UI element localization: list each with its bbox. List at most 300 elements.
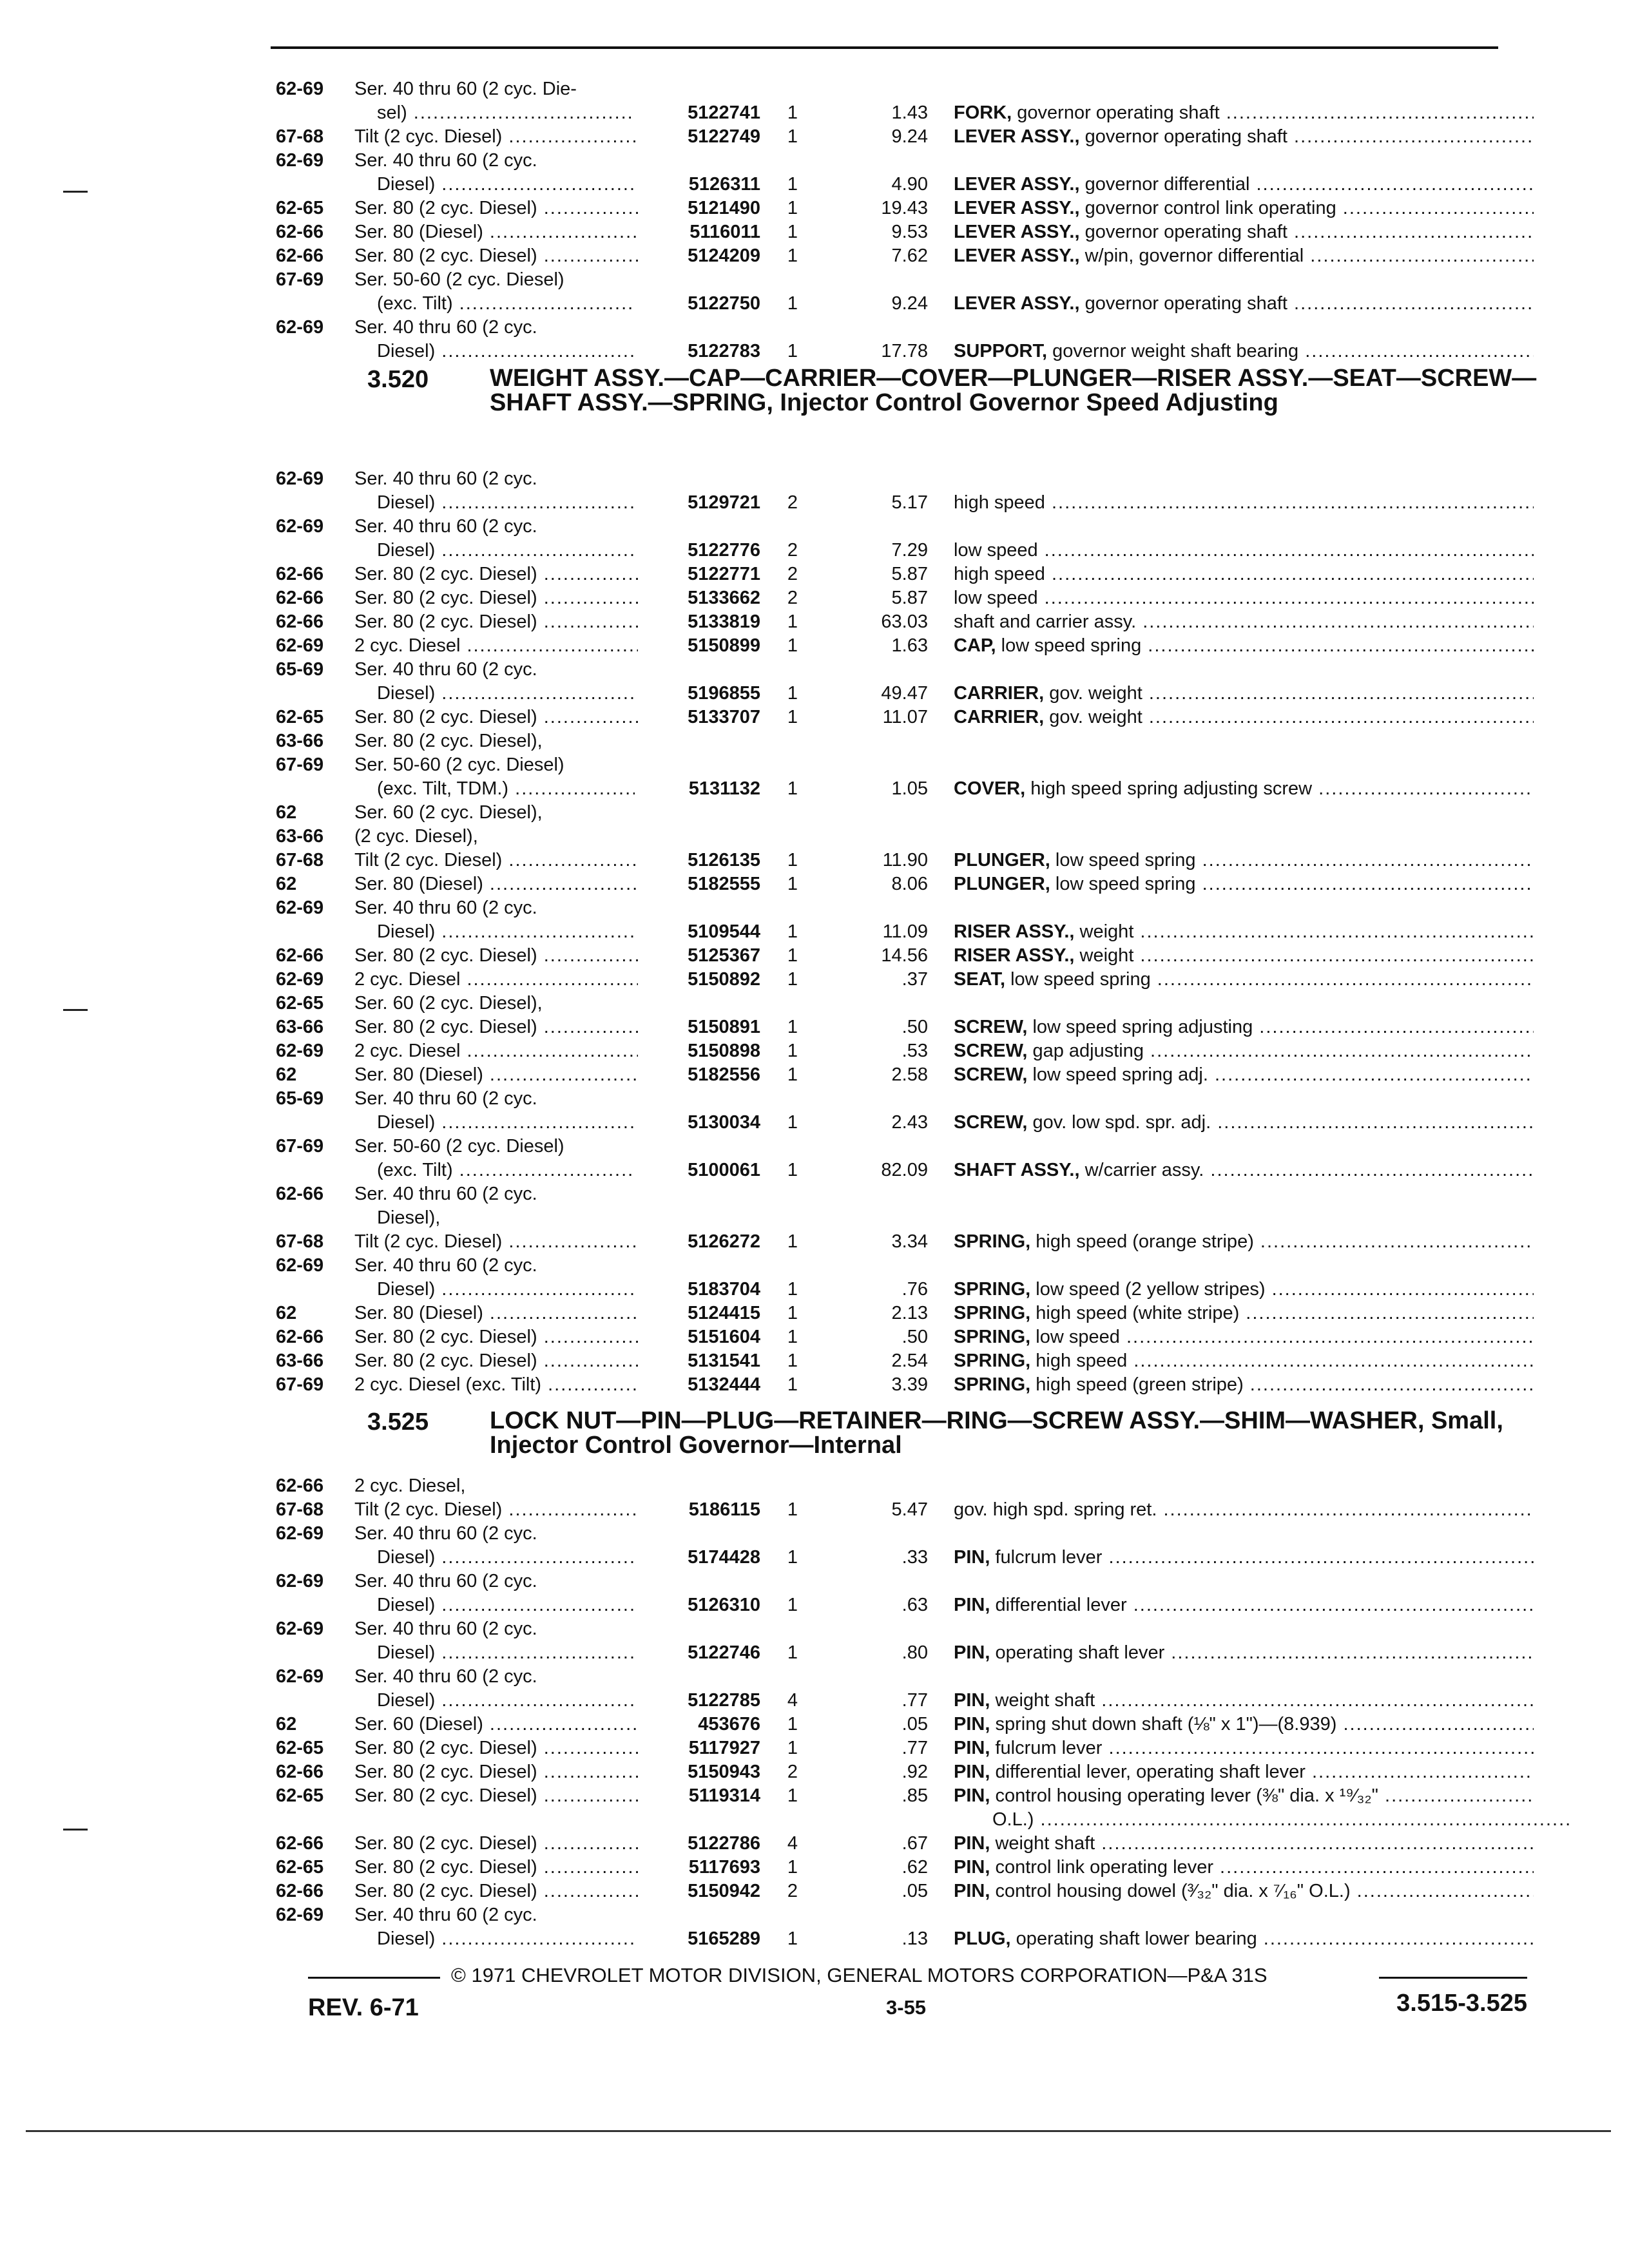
footer-copyright: © 1971 CHEVROLET MOTOR DIVISION, GENERAL MOTORS CORPORATION—P&A 31S bbox=[451, 1964, 1268, 1986]
model-years: 62-69 bbox=[276, 79, 324, 99]
table-row bbox=[271, 1878, 1547, 1904]
model-years: 67-68 bbox=[276, 1231, 324, 1252]
application-description: Diesel) ..... bbox=[377, 680, 635, 706]
table-row bbox=[271, 1640, 1547, 1666]
item-description bbox=[954, 561, 1534, 587]
application-description: Ser. 40 thru 60 (2 cyc. bbox=[354, 1905, 537, 1925]
quantity: 1 bbox=[787, 921, 798, 942]
item-detail: operating shaft lever bbox=[990, 1642, 1165, 1663]
table-row bbox=[271, 561, 1547, 587]
item-detail: weight shaft bbox=[990, 1690, 1095, 1711]
price: 2.43 bbox=[891, 1112, 928, 1133]
table-row bbox=[271, 585, 1547, 611]
price: .13 bbox=[901, 1928, 928, 1949]
item-description bbox=[954, 1544, 1534, 1570]
item-description bbox=[954, 943, 1534, 968]
item-detail: governor control link operating bbox=[1079, 198, 1336, 218]
application-description: Diesel) ..... bbox=[377, 490, 635, 515]
price: 17.78 bbox=[881, 341, 928, 361]
quantity: 1 bbox=[787, 778, 798, 799]
item-name: SCREW, bbox=[954, 1112, 1028, 1133]
footer-rule-right bbox=[1379, 1977, 1527, 1979]
quantity: 1 bbox=[787, 611, 798, 632]
quantity: 1 bbox=[787, 222, 798, 242]
section-number: 3.525 bbox=[367, 1408, 429, 1436]
price: 2.13 bbox=[891, 1303, 928, 1323]
item-detail: high speed (orange stripe) bbox=[1030, 1231, 1254, 1252]
part-number: 5150892 bbox=[688, 969, 760, 990]
part-number: 5165289 bbox=[688, 1928, 760, 1949]
price: 8.06 bbox=[891, 874, 928, 894]
price: 63.03 bbox=[881, 611, 928, 632]
margin-mark bbox=[63, 191, 88, 193]
application-description: Ser. 40 thru 60 (2 cyc. bbox=[354, 1184, 537, 1204]
item-detail: shaft and carrier assy. bbox=[954, 611, 1137, 632]
table-row bbox=[271, 823, 1547, 849]
table-row bbox=[271, 1348, 1547, 1374]
item-name: PIN, bbox=[954, 1642, 990, 1663]
model-years: 62-66 bbox=[276, 945, 324, 966]
application-description: Ser. 80 (2 cyc. Diesel) ..... bbox=[354, 243, 638, 269]
application-description: Ser. 80 (2 cyc. Diesel) ..... bbox=[354, 1324, 638, 1350]
table-row bbox=[271, 633, 1547, 658]
table-row bbox=[271, 124, 1547, 149]
item-name: CARRIER, bbox=[954, 707, 1045, 727]
model-years: 67-69 bbox=[276, 1136, 324, 1157]
item-description bbox=[954, 1783, 1534, 1809]
item-description bbox=[954, 633, 1534, 658]
model-years: 62-69 bbox=[276, 150, 324, 171]
item-description bbox=[954, 1372, 1534, 1398]
item-detail: low speed bbox=[1030, 1327, 1120, 1347]
model-years: 62-66 bbox=[276, 245, 324, 266]
footer-revision: REV. 6-71 bbox=[308, 1994, 419, 2021]
quantity: 4 bbox=[787, 1690, 798, 1711]
item-name: LEVER ASSY., bbox=[954, 245, 1080, 266]
part-number: 5116011 bbox=[689, 222, 760, 242]
part-number: 5122786 bbox=[688, 1833, 760, 1854]
price: 5.87 bbox=[891, 564, 928, 584]
model-years: 63-66 bbox=[276, 826, 324, 847]
item-name: SPRING, bbox=[954, 1374, 1031, 1395]
item-detail: low speed spring bbox=[1050, 850, 1196, 870]
item-detail: low speed spring adj. bbox=[1027, 1064, 1208, 1085]
item-name: RISER ASSY., bbox=[954, 945, 1075, 966]
part-number: 5124209 bbox=[688, 245, 760, 266]
item-description bbox=[954, 100, 1534, 126]
footer-rule-left bbox=[308, 1977, 440, 1979]
application-description: Tilt (2 cyc. Diesel) ..... bbox=[354, 124, 638, 149]
quantity: 1 bbox=[787, 198, 798, 218]
part-number: 5122741 bbox=[688, 102, 760, 123]
item-name: PLUNGER, bbox=[954, 850, 1050, 870]
item-description bbox=[954, 1497, 1534, 1523]
price: .63 bbox=[901, 1595, 928, 1615]
quantity: 1 bbox=[787, 1547, 798, 1568]
item-detail: fulcrum lever bbox=[990, 1547, 1103, 1568]
table-row bbox=[271, 243, 1547, 269]
price: .67 bbox=[901, 1833, 928, 1854]
quantity: 1 bbox=[787, 1595, 798, 1615]
application-description: Ser. 80 (Diesel) ..... bbox=[354, 1062, 638, 1088]
item-name: CAP, bbox=[954, 635, 996, 656]
table-row bbox=[271, 752, 1547, 778]
item-name: PIN, bbox=[954, 1595, 990, 1615]
item-name: CARRIER, bbox=[954, 683, 1045, 704]
price: 11.09 bbox=[882, 921, 928, 942]
price: .37 bbox=[901, 969, 928, 990]
price: .05 bbox=[901, 1714, 928, 1735]
item-name: LEVER ASSY., bbox=[954, 198, 1080, 218]
table-row bbox=[271, 919, 1547, 945]
table-row bbox=[271, 466, 1547, 492]
model-years: 62-69 bbox=[276, 1571, 324, 1591]
item-detail: low speed spring bbox=[996, 635, 1142, 656]
part-number: 5121490 bbox=[688, 198, 760, 218]
application-description: Diesel) ..... bbox=[377, 1926, 635, 1952]
model-years: 62-66 bbox=[276, 564, 324, 584]
price: 11.07 bbox=[882, 707, 928, 727]
table-row bbox=[271, 1086, 1547, 1111]
model-years: 67-68 bbox=[276, 850, 324, 870]
item-description bbox=[954, 871, 1534, 897]
item-detail: control housing operating lever (⅜" dia. x ¹⁹⁄₃₂" bbox=[990, 1785, 1378, 1806]
application-description: Diesel) ..... bbox=[377, 1687, 635, 1713]
part-number: 5126272 bbox=[688, 1231, 760, 1252]
item-name: PIN, bbox=[954, 1881, 990, 1901]
table-row bbox=[271, 609, 1547, 635]
part-number: 5126310 bbox=[688, 1595, 760, 1615]
quantity: 1 bbox=[787, 1499, 798, 1520]
item-description bbox=[954, 1926, 1534, 1952]
item-detail: spring shut down shaft (⅛" x 1")—(8.939) bbox=[990, 1714, 1337, 1735]
item-name: PIN, bbox=[954, 1547, 990, 1568]
application-description: Ser. 40 thru 60 (2 cyc. bbox=[354, 468, 537, 489]
model-years: 62-66 bbox=[276, 222, 324, 242]
table-row bbox=[271, 1831, 1547, 1856]
item-description bbox=[954, 171, 1534, 197]
table-row bbox=[271, 338, 1547, 364]
quantity: 2 bbox=[787, 564, 798, 584]
part-number: 5122771 bbox=[688, 564, 760, 584]
quantity: 1 bbox=[787, 102, 798, 123]
table-row bbox=[271, 990, 1547, 1016]
section-number: 3.520 bbox=[367, 366, 429, 393]
item-description bbox=[954, 966, 1534, 992]
item-detail: differential lever, operating shaft lever bbox=[990, 1762, 1306, 1782]
application-description: Ser. 50-60 (2 cyc. Diesel) bbox=[354, 1136, 564, 1157]
part-number: 5150898 bbox=[688, 1041, 760, 1061]
item-description bbox=[992, 1807, 1572, 1832]
table-row bbox=[271, 966, 1547, 992]
item-detail: high speed (white stripe) bbox=[1030, 1303, 1240, 1323]
model-years: 62-69 bbox=[276, 468, 324, 489]
item-description bbox=[954, 124, 1534, 149]
item-description bbox=[954, 1014, 1534, 1040]
application-description: Ser. 40 thru 60 (2 cyc. bbox=[354, 1571, 537, 1591]
item-name: PIN, bbox=[954, 1785, 990, 1806]
item-name: SCREW, bbox=[954, 1017, 1028, 1037]
application-description: Ser. 40 thru 60 (2 cyc. bbox=[354, 659, 537, 680]
price: 1.43 bbox=[891, 102, 928, 123]
item-name: PLUG, bbox=[954, 1928, 1011, 1949]
item-name: PLUNGER, bbox=[954, 874, 1050, 894]
item-detail: gap adjusting bbox=[1027, 1041, 1144, 1061]
item-detail: high speed bbox=[1030, 1350, 1128, 1371]
item-detail: governor operating shaft bbox=[1079, 126, 1287, 147]
quantity: 1 bbox=[787, 1279, 798, 1300]
item-detail: high speed (green stripe) bbox=[1030, 1374, 1244, 1395]
price: 4.90 bbox=[891, 174, 928, 195]
model-years: 62-69 bbox=[276, 635, 324, 656]
part-number: 5122750 bbox=[688, 293, 760, 314]
table-row bbox=[271, 76, 1547, 102]
item-detail: fulcrum lever bbox=[990, 1738, 1103, 1758]
model-years: 62-65 bbox=[276, 707, 324, 727]
table-row bbox=[271, 1372, 1547, 1398]
part-number: 5126135 bbox=[688, 850, 760, 870]
price: .77 bbox=[901, 1690, 928, 1711]
price: .76 bbox=[901, 1279, 928, 1300]
item-detail: gov. high spd. spring ret. bbox=[954, 1499, 1157, 1520]
part-number: 5126311 bbox=[688, 174, 760, 195]
section-title: LOCK NUT—PIN—PLUG—RETAINER—RING—SCREW ASSY.—SHIM—WASHER, Small, Injector Control Governor—Internal bbox=[490, 1407, 1503, 1459]
application-description: Diesel) ..... bbox=[377, 338, 635, 364]
item-detail: high speed bbox=[954, 564, 1045, 584]
model-years: 62-69 bbox=[276, 898, 324, 918]
table-row bbox=[271, 895, 1547, 921]
item-name: SHAFT ASSY., bbox=[954, 1160, 1080, 1180]
item-description bbox=[954, 219, 1534, 245]
application-description: 2 cyc. Diesel ..... bbox=[354, 633, 638, 658]
item-detail: governor weight shaft bearing bbox=[1047, 341, 1299, 361]
item-description bbox=[954, 1324, 1534, 1350]
part-number: 5150891 bbox=[688, 1017, 760, 1037]
model-years: 62-66 bbox=[276, 611, 324, 632]
quantity: 1 bbox=[787, 1928, 798, 1949]
item-detail: governor operating shaft bbox=[1079, 222, 1287, 242]
application-description: Ser. 80 (2 cyc. Diesel) ..... bbox=[354, 704, 638, 730]
price: 14.56 bbox=[881, 945, 928, 966]
item-detail: low speed spring adjusting bbox=[1027, 1017, 1253, 1037]
quantity: 1 bbox=[787, 1303, 798, 1323]
table-row bbox=[271, 847, 1547, 873]
part-number: 5130034 bbox=[688, 1112, 760, 1133]
item-detail: control link operating lever bbox=[990, 1857, 1213, 1878]
model-years: 62-65 bbox=[276, 993, 324, 1014]
model-years: 62-66 bbox=[276, 588, 324, 608]
application-description: Tilt (2 cyc. Diesel) ..... bbox=[354, 1229, 638, 1254]
table-row bbox=[271, 171, 1547, 197]
item-description bbox=[954, 704, 1534, 730]
quantity: 1 bbox=[787, 341, 798, 361]
model-years: 62-69 bbox=[276, 317, 324, 338]
model-years: 62 bbox=[276, 1064, 297, 1085]
price: 3.39 bbox=[891, 1374, 928, 1395]
quantity: 2 bbox=[787, 492, 798, 513]
item-description bbox=[954, 291, 1534, 316]
table-row bbox=[271, 1157, 1547, 1183]
table-row bbox=[271, 871, 1547, 897]
price: 7.29 bbox=[891, 540, 928, 561]
item-name: LEVER ASSY., bbox=[954, 293, 1080, 314]
model-years: 62-65 bbox=[276, 198, 324, 218]
quantity: 1 bbox=[787, 245, 798, 266]
model-years: 62-66 bbox=[276, 1184, 324, 1204]
price: 49.47 bbox=[881, 683, 928, 704]
application-description: Diesel) ..... bbox=[377, 1544, 635, 1570]
model-years: 62-66 bbox=[276, 1327, 324, 1347]
model-years: 62 bbox=[276, 1714, 297, 1735]
model-years: 62 bbox=[276, 1303, 297, 1323]
table-row bbox=[271, 1038, 1547, 1064]
model-years: 67-68 bbox=[276, 1499, 324, 1520]
item-detail: weight bbox=[1074, 945, 1134, 966]
item-detail: low speed spring bbox=[1050, 874, 1196, 894]
model-years: 62 bbox=[276, 802, 297, 823]
application-description: Ser. 40 thru 60 (2 cyc. bbox=[354, 1088, 537, 1109]
item-description bbox=[954, 1300, 1534, 1326]
item-detail: low speed bbox=[954, 588, 1038, 608]
price: .62 bbox=[901, 1857, 928, 1878]
price: .33 bbox=[901, 1547, 928, 1568]
price: .05 bbox=[901, 1881, 928, 1901]
application-description: Diesel) ..... bbox=[377, 171, 635, 197]
part-number: 5150943 bbox=[688, 1762, 760, 1782]
application-description: (exc. Tilt) ..... bbox=[377, 291, 635, 316]
application-description: Ser. 40 thru 60 (2 cyc. bbox=[354, 317, 537, 338]
application-description: Ser. 80 (2 cyc. Diesel) ..... bbox=[354, 609, 638, 635]
table-row bbox=[271, 1062, 1547, 1088]
table-row bbox=[271, 148, 1547, 173]
model-years: 62-69 bbox=[276, 516, 324, 537]
model-years: 63-66 bbox=[276, 1017, 324, 1037]
application-description: (exc. Tilt, TDM.) ..... bbox=[377, 776, 635, 802]
item-description bbox=[954, 609, 1534, 635]
part-number: 5150899 bbox=[688, 635, 760, 656]
application-description: Diesel) ..... bbox=[377, 1110, 635, 1135]
table-row bbox=[271, 1014, 1547, 1040]
table-row bbox=[271, 100, 1547, 126]
quantity: 1 bbox=[787, 1714, 798, 1735]
quantity: 2 bbox=[787, 1881, 798, 1901]
item-description bbox=[954, 1592, 1534, 1618]
quantity: 1 bbox=[787, 1374, 798, 1395]
price: 19.43 bbox=[881, 198, 928, 218]
application-description: Ser. 40 thru 60 (2 cyc. bbox=[354, 1666, 537, 1687]
model-years: 65-69 bbox=[276, 1088, 324, 1109]
table-row bbox=[271, 1735, 1547, 1761]
item-description bbox=[954, 195, 1534, 221]
application-description: Ser. 40 thru 60 (2 cyc. Die- bbox=[354, 79, 577, 99]
table-row bbox=[271, 1783, 1547, 1809]
price: 9.24 bbox=[891, 293, 928, 314]
part-number: 5133707 bbox=[688, 707, 760, 727]
application-description: (exc. Tilt) ..... bbox=[377, 1157, 635, 1183]
table-row bbox=[271, 1664, 1547, 1689]
table-row bbox=[271, 1110, 1547, 1135]
quantity: 1 bbox=[787, 293, 798, 314]
item-detail: gov. weight bbox=[1044, 683, 1142, 704]
price: 5.17 bbox=[891, 492, 928, 513]
quantity: 1 bbox=[787, 1350, 798, 1371]
item-description bbox=[954, 1711, 1534, 1737]
table-row bbox=[271, 1711, 1547, 1737]
application-description: Ser. 80 (2 cyc. Diesel) ..... bbox=[354, 1735, 638, 1761]
table-row bbox=[271, 1497, 1547, 1523]
model-years: 62-65 bbox=[276, 1857, 324, 1878]
quantity: 1 bbox=[787, 874, 798, 894]
quantity: 1 bbox=[787, 683, 798, 704]
table-row bbox=[271, 1592, 1547, 1618]
quantity: 4 bbox=[787, 1833, 798, 1854]
price: 9.53 bbox=[891, 222, 928, 242]
item-detail: low speed bbox=[954, 540, 1038, 561]
quantity: 2 bbox=[787, 588, 798, 608]
table-row bbox=[271, 1807, 1547, 1832]
application-description: 2 cyc. Diesel ..... bbox=[354, 966, 638, 992]
model-years: 67-68 bbox=[276, 126, 324, 147]
item-description bbox=[954, 847, 1534, 873]
item-detail: weight shaft bbox=[990, 1833, 1095, 1854]
item-detail: low speed spring bbox=[1005, 969, 1151, 990]
application-description: sel) ..... bbox=[377, 100, 635, 126]
model-years: 62-66 bbox=[276, 1833, 324, 1854]
price: 5.87 bbox=[891, 588, 928, 608]
quantity: 1 bbox=[787, 1327, 798, 1347]
application-description: Ser. 40 thru 60 (2 cyc. bbox=[354, 150, 537, 171]
quantity: 2 bbox=[787, 1762, 798, 1782]
part-number: 5119314 bbox=[688, 1785, 760, 1806]
application-description: 2 cyc. Diesel (exc. Tilt) ..... bbox=[354, 1372, 638, 1398]
part-number: 5109544 bbox=[688, 921, 760, 942]
item-detail: high speed spring adjusting screw bbox=[1025, 778, 1313, 799]
price: 9.24 bbox=[891, 126, 928, 147]
table-row bbox=[271, 728, 1547, 754]
table-row bbox=[271, 1229, 1547, 1254]
model-years: 62-66 bbox=[276, 1762, 324, 1782]
item-name: SPRING, bbox=[954, 1279, 1031, 1300]
application-description: Ser. 80 (2 cyc. Diesel) ..... bbox=[354, 195, 638, 221]
item-description bbox=[954, 1878, 1534, 1904]
table-row bbox=[271, 514, 1547, 539]
item-description bbox=[954, 1062, 1534, 1088]
application-description: Diesel) ..... bbox=[377, 919, 635, 945]
part-number: 5150942 bbox=[688, 1881, 760, 1901]
margin-mark bbox=[63, 1829, 88, 1831]
table-row bbox=[271, 1616, 1547, 1642]
item-description bbox=[954, 537, 1534, 563]
item-name: SPRING, bbox=[954, 1231, 1031, 1252]
application-description: Ser. 60 (Diesel) ..... bbox=[354, 1711, 638, 1737]
model-years: 62-65 bbox=[276, 1785, 324, 1806]
item-description bbox=[954, 1735, 1534, 1761]
application-description: 2 cyc. Diesel, bbox=[354, 1475, 466, 1496]
item-name: FORK, bbox=[954, 102, 1012, 123]
price: 5.47 bbox=[891, 1499, 928, 1520]
table-row bbox=[271, 219, 1547, 245]
item-name: LEVER ASSY., bbox=[954, 126, 1080, 147]
item-description bbox=[954, 1687, 1534, 1713]
model-years: 62-69 bbox=[276, 969, 324, 990]
quantity: 2 bbox=[787, 540, 798, 561]
item-name: SCREW, bbox=[954, 1041, 1028, 1061]
item-description bbox=[954, 1831, 1534, 1856]
table-row bbox=[271, 1473, 1547, 1499]
table-row bbox=[271, 1926, 1547, 1952]
price: .53 bbox=[901, 1041, 928, 1061]
table-row bbox=[271, 314, 1547, 340]
